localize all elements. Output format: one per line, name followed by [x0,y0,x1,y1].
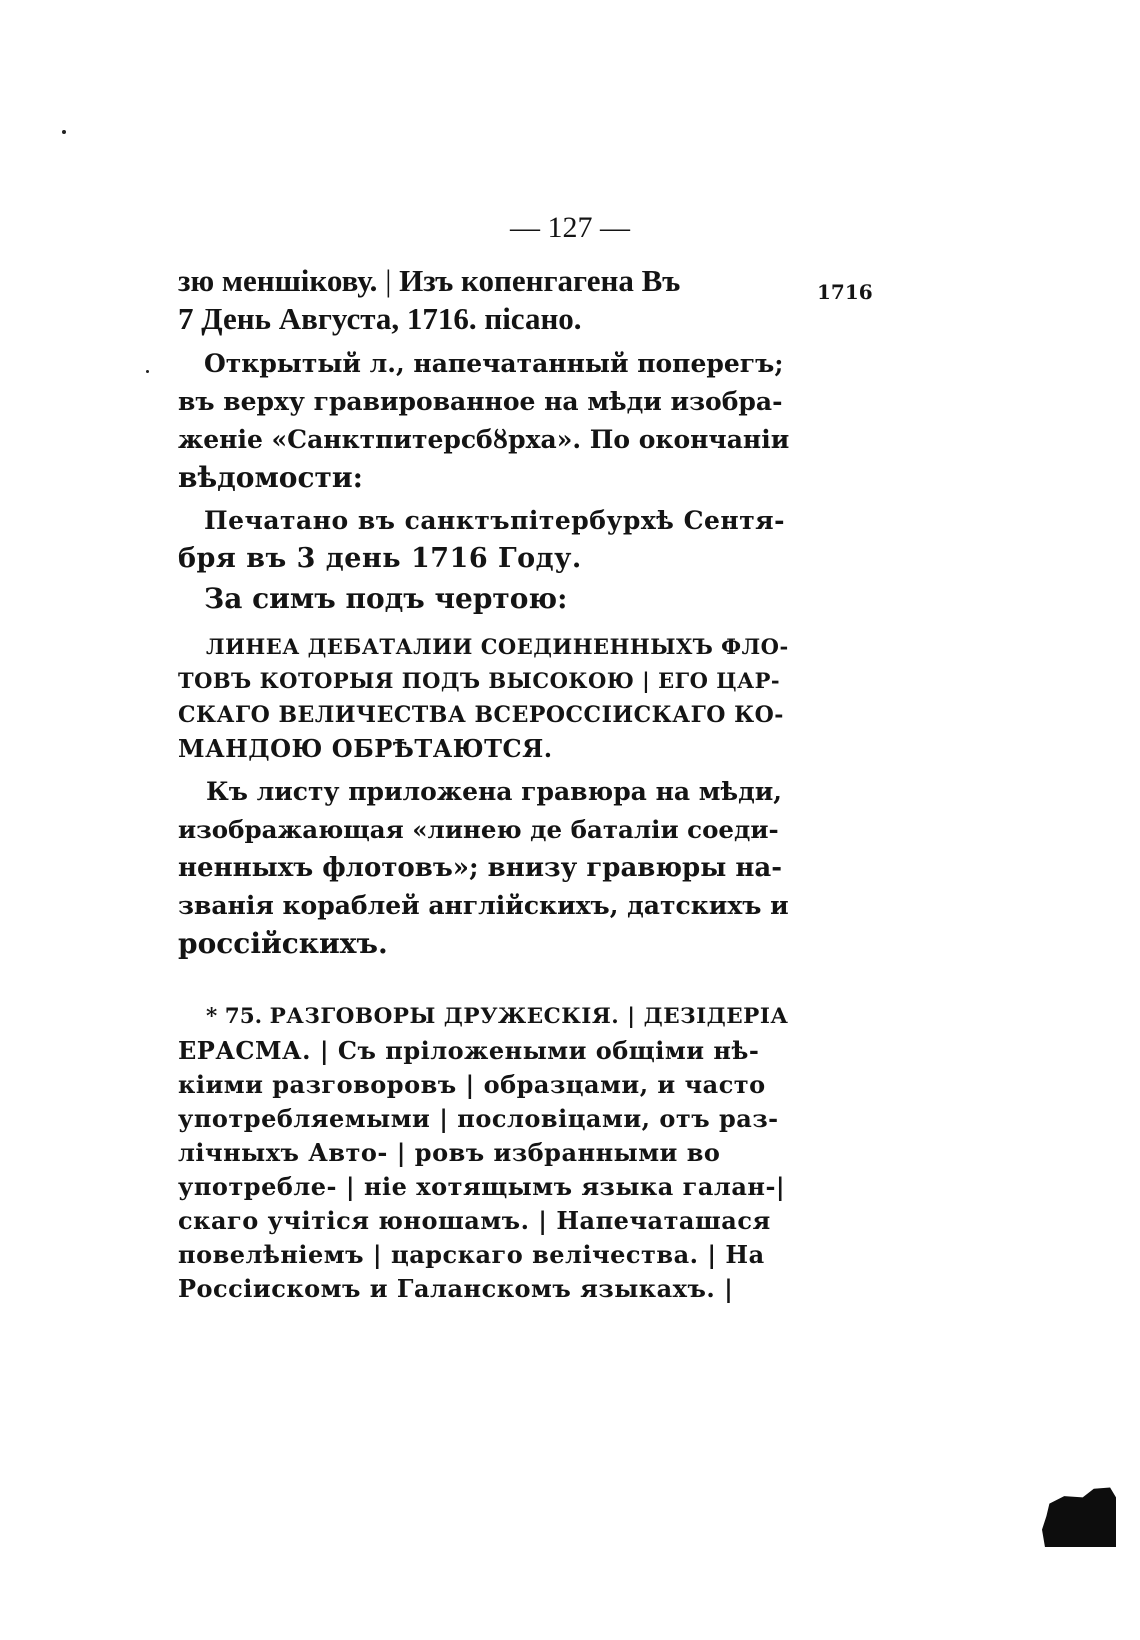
text-line: повелѣніемъ | царскаго велічества. | На [178,1240,765,1269]
text-line: ТОВЪ КОТОРЫЯ ПОДЪ ВЫСОКОЮ | ЕГО ЦАР- [178,668,781,693]
text-line: МАНДОЮ ОБРѢТАЮТСЯ. [178,734,553,763]
text-line: бря въ 3 день 1716 Году. [178,543,582,574]
text-line: Печатано въ санктъпітербурхѣ Сентя- [204,506,786,535]
text-line: Открытый л., напечатанный поперегъ; [204,349,784,378]
text-line: въ верху гравированное на мѣди изобра- [178,387,783,416]
text-line: Къ листу приложена гравюра на мѣди, [206,777,782,806]
entry-74-text-b: Изъ копенгагена Въ [399,263,681,298]
text-line: женіе «Санктпитерсбȣрха». По окончаніи [178,425,790,454]
separator: | [385,263,392,298]
scan-speck [146,370,149,373]
text-line: употребле- | ніе хотящымъ языка галан-| [178,1172,786,1201]
entry-number: * 75. [206,1004,263,1029]
margin-year-note: 1716 [817,280,873,304]
text-line: употребляемыми | пословіцами, отъ раз- [178,1104,779,1133]
entry-title: РАЗГОВОРЫ ДРУЖЕСКІЯ. | ДЕЗІДЕРІА [269,1004,789,1029]
under-line-label: За симъ подъ чертою: [204,582,568,615]
text-line: Россіискомъ и Галанскомъ языкахъ. | [178,1274,734,1303]
text-line: изображающая «линею де баталіи соеди- [178,815,779,844]
text-line: ненныхъ флотовъ»; внизу гравюры на- [178,853,782,883]
text-line: ЛИНЕА ДЕБАТАЛИИ СОЕДИНЕННЫХЪ ФЛО- [206,634,789,659]
entry-74-line-1 [178,262,680,300]
text-line: СКАГО ВЕЛИЧЕСТВА ВСЕРОССІИСКАГО КО- [178,702,784,728]
scan-speck [62,130,66,134]
entry-74-line-2: 7 День Августа, 1716. пісано. [178,301,582,336]
ink-blot [1042,1485,1116,1547]
text-line: ЕРАСМА. | Съ пріложеными общіми нѣ- [178,1036,760,1065]
text-line: скаго учітіся юношамъ. | Напечаташася [178,1206,771,1235]
text-line: кіими разговоровъ | образцами, и часто [178,1070,766,1099]
text-line: россійскихъ. [178,927,388,960]
text-line: лічныхъ Авто- | ровъ избранными во [178,1138,721,1167]
text-line: званія кораблей англійскихъ, датскихъ и [178,891,789,920]
entry-75-line-1 [206,998,788,1036]
text-line: вѣдомости: [178,461,363,494]
entry-74-text-a: зю меншікову. [178,263,378,298]
page-number: — 127 — [510,211,630,244]
